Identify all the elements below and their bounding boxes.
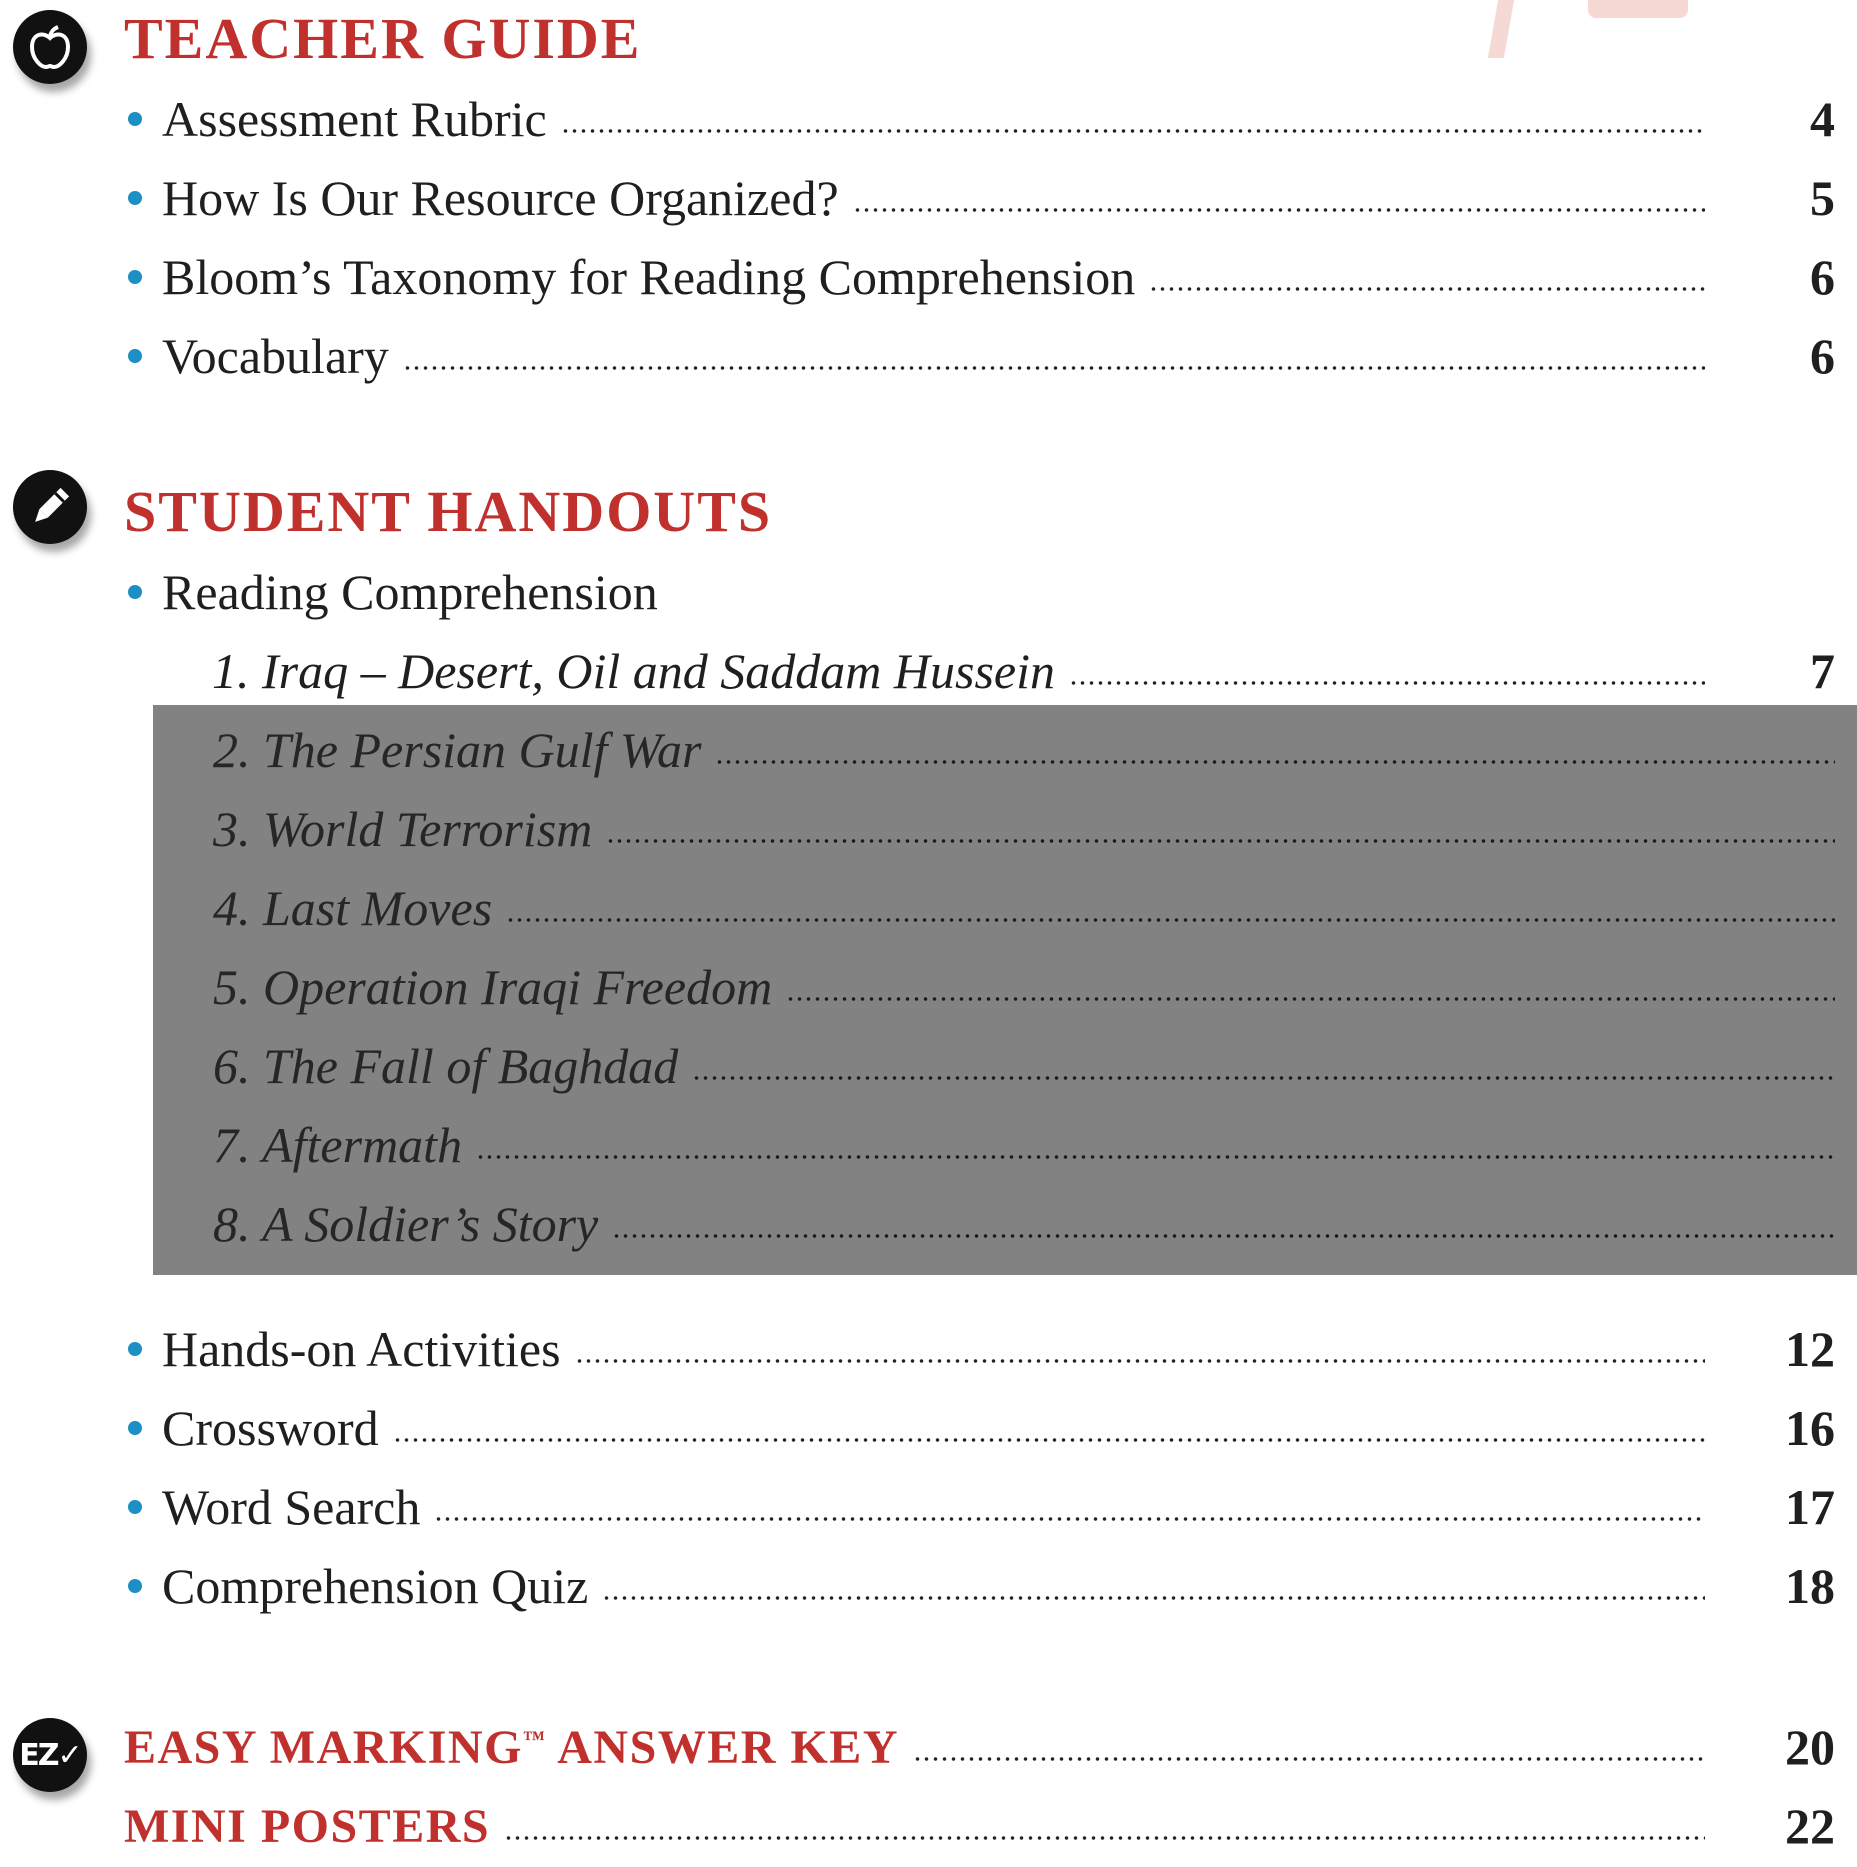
toc-entry-hands-on-activities[interactable] — [124, 1314, 1835, 1384]
entry-label: 4. Last Moves — [213, 880, 493, 936]
entry-label: 7. Aftermath — [213, 1117, 463, 1173]
page-number: 6 — [1810, 328, 1835, 384]
toc-entry-assessment-rubric[interactable] — [124, 84, 1835, 154]
bullet-icon — [128, 270, 142, 284]
pencil-icon — [13, 470, 87, 544]
page-number: 20 — [1785, 1719, 1835, 1775]
redacted-region — [153, 705, 1857, 1275]
entry-label: 8. A Soldier’s Story — [213, 1196, 599, 1252]
toc-subentry-aftermath[interactable] — [213, 1110, 1835, 1180]
entry-label: Bloom’s Taxonomy for Reading Comprehension — [162, 249, 1136, 305]
decorative-shape — [1588, 0, 1688, 18]
entry-label: 3. World Terrorism — [213, 801, 593, 857]
bullet-icon — [128, 191, 142, 205]
dot-leader — [504, 1835, 1705, 1841]
entry-label: Reading Comprehension — [162, 564, 658, 620]
toc-subentry-operation-iraqi-freedom[interactable] — [213, 952, 1835, 1022]
entry-label: 1. Iraq – Desert, Oil and Saddam Hussein — [212, 643, 1056, 699]
dot-leader — [1149, 286, 1705, 292]
entry-label: Hands-on Activities — [162, 1321, 561, 1377]
entry-label: 5. Operation Iraqi Freedom — [213, 959, 773, 1015]
dot-leader — [602, 1595, 1705, 1601]
dot-leader — [913, 1756, 1705, 1762]
dot-leader — [575, 1358, 1705, 1364]
dot-leader — [393, 1437, 1705, 1443]
entry-label: 2. The Persian Gulf War — [213, 722, 702, 778]
ez-check-text: EZ✓ — [19, 1737, 81, 1773]
mini-posters-heading: MINI POSTERS — [124, 1799, 491, 1853]
toc-entry-answer-key[interactable] — [124, 1712, 1835, 1782]
page-number: 18 — [1785, 1558, 1835, 1614]
dot-leader — [692, 1075, 1835, 1081]
dot-leader — [612, 1233, 1835, 1239]
page-number: 12 — [1785, 1321, 1835, 1377]
toc-entry-blooms-taxonomy[interactable] — [124, 242, 1835, 312]
dot-leader — [561, 128, 1705, 134]
dot-leader — [476, 1154, 1835, 1160]
toc-entry-reading-comprehension[interactable] — [124, 557, 1835, 627]
toc-subentry-world-terrorism[interactable] — [213, 794, 1835, 864]
entry-label: 6. The Fall of Baghdad — [213, 1038, 679, 1094]
apple-icon — [13, 10, 87, 84]
bullet-icon — [128, 585, 142, 599]
decorative-shape — [1488, 0, 1514, 58]
page-number: 6 — [1810, 249, 1835, 305]
toc-entry-comprehension-quiz[interactable] — [124, 1551, 1835, 1621]
teacher-guide-heading: TEACHER GUIDE — [124, 6, 642, 71]
bullet-icon — [128, 1342, 142, 1356]
dot-leader — [715, 759, 1835, 765]
page-number: 17 — [1785, 1479, 1835, 1535]
page-number: 7 — [1810, 643, 1835, 699]
bullet-icon — [128, 112, 142, 126]
entry-label: How Is Our Resource Organized? — [162, 170, 839, 226]
dot-leader — [434, 1516, 1705, 1522]
dot-leader — [606, 838, 1835, 844]
bullet-icon — [128, 1579, 142, 1593]
dot-leader — [506, 917, 1835, 923]
entry-label: Assessment Rubric — [162, 91, 547, 147]
toc-subentry-last-moves[interactable] — [213, 873, 1835, 943]
answer-key-heading: EASY MARKING™ ANSWER KEY — [124, 1720, 899, 1774]
page-number: 16 — [1785, 1400, 1835, 1456]
ez-check-icon — [13, 1718, 87, 1792]
toc-entry-vocabulary[interactable] — [124, 321, 1835, 391]
toc-entry-mini-posters[interactable] — [124, 1791, 1835, 1861]
bullet-icon — [128, 349, 142, 363]
toc-subentry-iraq[interactable] — [212, 636, 1835, 706]
toc-entry-word-search[interactable] — [124, 1472, 1835, 1542]
toc-entry-crossword[interactable] — [124, 1393, 1835, 1463]
toc-subentry-soldiers-story[interactable] — [213, 1189, 1835, 1259]
page-number: 5 — [1810, 170, 1835, 226]
toc-subentry-fall-of-baghdad[interactable] — [213, 1031, 1835, 1101]
bullet-icon — [128, 1500, 142, 1514]
entry-label: Crossword — [162, 1400, 379, 1456]
page-number: 22 — [1785, 1798, 1835, 1854]
dot-leader — [403, 365, 1705, 371]
student-handouts-heading: STUDENT HANDOUTS — [124, 479, 773, 544]
dot-leader — [1069, 680, 1705, 686]
entry-label: Word Search — [162, 1479, 421, 1535]
page-number: 4 — [1810, 91, 1835, 147]
toc-entry-resource-organized[interactable] — [124, 163, 1835, 233]
bullet-icon — [128, 1421, 142, 1435]
entry-label: Comprehension Quiz — [162, 1558, 589, 1614]
entry-label: Vocabulary — [162, 328, 389, 384]
toc-subentry-persian-gulf-war[interactable] — [213, 715, 1835, 785]
dot-leader — [853, 207, 1705, 213]
dot-leader — [786, 996, 1835, 1002]
